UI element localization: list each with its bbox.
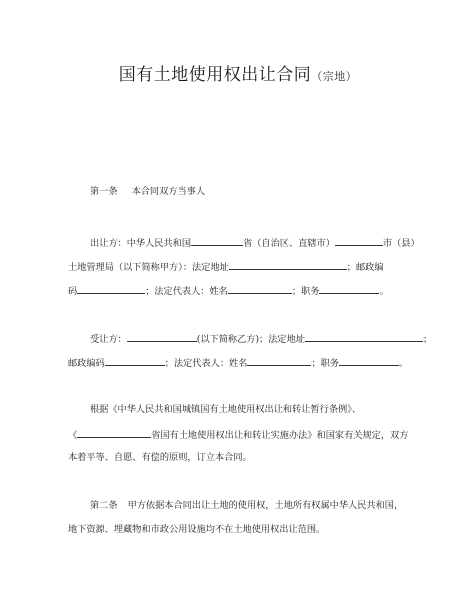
transferee-title-label: ；职务 [311,358,339,369]
transferee-postcode-label: 邮政编码 [68,358,105,369]
blank-transferee-rep-name[interactable] [247,356,311,366]
period: 。 [399,358,409,369]
transferor-line-3 [68,284,389,298]
blank-transferee-address[interactable] [305,332,423,342]
basis-line-1 [90,404,361,416]
blank-province[interactable] [191,236,243,246]
article1-heading: 第一条 [90,186,118,197]
article2-text-1: 甲方依据本合同出让土地的使用权，土地所有权属中华人民共和国， [127,500,404,511]
article2-line-2 [68,524,325,536]
transferor-label: 出让方：中华人民共和国 [90,238,192,249]
title-main: 国有土地使用权出让合同 [118,65,312,85]
transferee-rep-label: ；法定代表人：姓名 [164,358,248,369]
transferor-postcode-label: ；邮政编 [346,262,384,273]
basis-line-3 [68,452,252,464]
blank-transferor-postcode[interactable] [77,284,145,294]
blank-transferee-postcode[interactable] [105,356,165,366]
open-quote: 《 [68,430,78,441]
article2-line-1 [90,500,403,512]
transferor-rep-label: ；法定代表人：姓名 [145,286,228,297]
transferee-line-2 [68,356,408,370]
transferor-line-2 [68,260,384,274]
article2-heading: 第二条 [90,500,118,511]
basis-text-2: 省国有土地使用权出让和转让实施办法》和国家有关规定，双方 [151,430,409,441]
period: 。 [379,286,389,297]
transferee-line-1 [90,332,432,346]
transferor-title-label: ；职务 [291,286,320,297]
document-title [0,60,476,85]
blank-transferee-name[interactable] [127,332,197,342]
basis-line-2 [68,428,408,442]
transferor-address-label: 土地管理局（以下简称甲方）：法定地址 [68,262,229,273]
basis-text-3: 本着平等、自愿、有偿的原则，订立本合同。 [68,452,252,463]
blank-transferor-rep-name[interactable] [228,284,292,294]
basis-text-1: 根据《中华人民共和国城镇国有土地使用权出让和转让暂行条例》、 [90,404,362,415]
semicolon: ； [422,334,433,345]
blank-province-regulation[interactable] [77,428,151,438]
transferor-province-text: 省（自治区、直辖市） [243,238,335,249]
transferee-address-label: (以下简称乙方)；法定地址 [196,334,305,345]
blank-transferor-address[interactable] [229,260,347,270]
blank-transferor-title[interactable] [319,284,379,294]
article1-line [90,186,205,198]
blank-city[interactable] [335,236,383,246]
article2-text-2: 地下资源、埋藏物和市政公用设施均不在土地使用权出让范围。 [68,524,326,535]
title-subtitle: （宗地） [311,70,358,83]
article1-text: 本合同双方当事人 [131,186,206,197]
transferor-line-1 [90,236,420,250]
blank-transferee-title[interactable] [339,356,399,366]
transferee-label: 受让方： [90,334,127,345]
transferor-city-text: 市（县） [382,238,420,249]
transferor-postcode-label-cont: 码 [68,286,78,297]
